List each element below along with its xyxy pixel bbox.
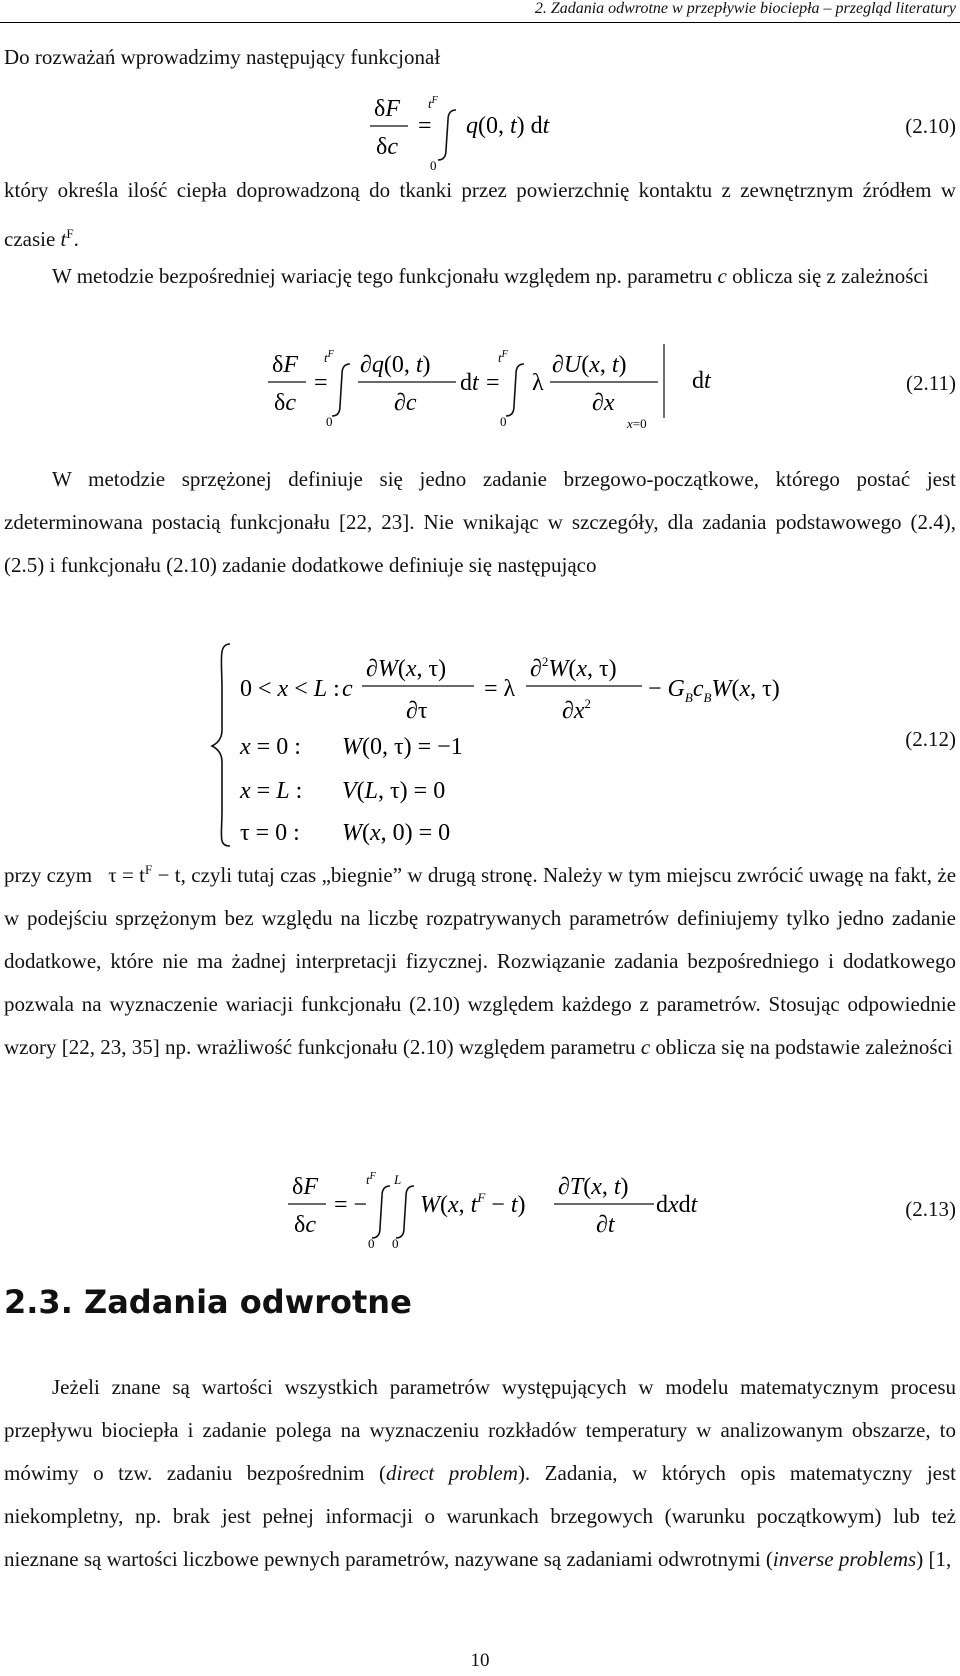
svg-text:0: 0 (368, 1236, 375, 1251)
svg-text:x = 0 :: x = 0 : (240, 734, 301, 760)
svg-text:δc: δc (376, 134, 398, 160)
svg-text:δF: δF (374, 96, 400, 122)
svg-text:∂T(x, t): ∂T(x, t) (558, 1174, 629, 1200)
svg-text:c: c (342, 676, 353, 702)
equation-2-10 (360, 88, 620, 170)
svg-text:0: 0 (430, 158, 437, 170)
svg-text:λ: λ (532, 370, 544, 396)
svg-text:0: 0 (392, 1236, 399, 1251)
paragraph-functional-description: który określa ilość ciepła doprowadzoną do tkanki przez powierzchnię kontaktu z zewnętrznym źródłem w czasie $t^F$. (4, 178, 956, 251)
svg-text:dt: dt (460, 370, 479, 396)
svg-text:∂c: ∂c (394, 390, 417, 416)
equation-2-13 (282, 1160, 702, 1252)
svg-text:L: L (394, 1172, 402, 1187)
section-heading: 2.3. Zadania odwrotne (4, 1283, 412, 1321)
svg-text:tF: $t^F$ (324, 349, 334, 365)
svg-text:=: = (314, 370, 328, 396)
svg-text:∂q(0, t): ∂q(0, t) (360, 352, 431, 378)
svg-text:δc: δc (294, 1212, 316, 1238)
svg-text:x = L :: x = L : (240, 778, 303, 804)
svg-text:0: 0 (500, 414, 507, 429)
svg-text:V(L, τ) = 0: V(L, τ) = 0 (342, 778, 446, 804)
equation-number-2-11: (2.11) (906, 371, 956, 395)
equation-2-12 (210, 640, 790, 850)
equation-number-2-13: (2.13) (905, 1197, 956, 1221)
svg-text:x=0: x=0 (627, 416, 647, 430)
equation-2-11 (262, 338, 682, 430)
tau-definition: $\tau = t^F - t$ (108, 862, 181, 887)
svg-text:δc: δc (274, 390, 296, 416)
svg-text:q(0, t) dt: q(0, t) dt (466, 113, 550, 139)
svg-text:∂x2: $\partial x^2$ (562, 696, 592, 724)
svg-text:∂W(x, τ): ∂W(x, τ) (366, 656, 447, 682)
svg-text:tF: $t^F$ (366, 1171, 376, 1187)
paragraph-adjoint-remarks: przy czym $\tau = t^F - t$, czyli tutaj czas „biegnie” w drugą stronę. Należy w tym miejscu zwrócić uwagę na fakt, że w podejściu sprzężonym bez względu na liczbę rozpatrywanych parametrów definiujemy tylko jedno zadanie dodatkowe, które nie ma żadnej interpretacji fizycznej. Rozwiązanie zadania bezpośredniego i dodatkowego pozwala na wyznaczenie wariacji funkcjonału (2.10) względem każdego z parametrów. Stosując odpowiednie wzory [22, 23, 35] np. wrażliwość funkcjonału (2.10) względem parametru c oblicza się na podstawie zależności (4, 862, 957, 1059)
svg-text:0: 0 (326, 414, 333, 429)
paragraph-adjoint-method: W metodzie sprzężonej definiuje się jedno zadanie brzegowo-początkowe, którego postać jest zdeterminowana postacią funkcjonału [22, 23]. Nie wnikając w szczegóły, dla zadania podstawowego (2.4), (2.5) i funkcjonału (2.10) zadanie dodatkowe definiuje się następująco (4, 467, 956, 577)
equation-number-2-12: (2.12) (905, 727, 956, 751)
svg-text:=: = (418, 113, 432, 139)
svg-text:δF: δF (292, 1174, 318, 1200)
svg-text:= λ: = λ (484, 676, 516, 702)
svg-text:W(x, 0) = 0: W(x, 0) = 0 (342, 820, 451, 846)
page-number: 10 (470, 1650, 490, 1671)
header-rule (0, 22, 960, 23)
svg-text:dxdt: dxdt (656, 1192, 698, 1218)
svg-text:∂t: ∂t (596, 1212, 615, 1238)
svg-text:∂2W(x, τ): ∂$^2$W(x, τ) (530, 654, 617, 682)
svg-text:τ = 0 :: τ = 0 : (240, 820, 300, 846)
svg-text:− GBcBW(x, τ): − $G_Bc_BW(x$, τ) (648, 676, 780, 705)
svg-text:W(0, τ) = −1: W(0, τ) = −1 (342, 734, 463, 760)
svg-text:=: = (486, 370, 500, 396)
svg-text:W(x, tF − t): W(x, $t^F - t$) (420, 1190, 526, 1218)
svg-text:dt: dt (692, 368, 711, 394)
svg-text:0 < x < L :: 0 < x < L : (240, 676, 340, 702)
svg-text:tF: $t^F$ (498, 349, 508, 365)
paragraph-inverse-problems: Jeżeli znane są wartości wszystkich parametrów występujących w modelu matematycznym procesu przepływu biociepła i zadanie polega na wyznaczeniu rozkładów temperatury w analizowanym obszarze, to mówimy o tzw. zadaniu bezpośrednim (direct problem). Zadania, w których opis matematyczny jest niekompletny, np. brak jest pełnej informacji o warunkach brzegowych (warunku początkowym) lub też nieznane są wartości liczbowe pewnych parametrów, nazywane są zadaniami odwrotnymi (inverse problems) [1, (4, 1375, 957, 1571)
svg-text:tF: $t^F$ (428, 95, 438, 111)
equation-number-2-10: (2.10) (905, 114, 956, 138)
svg-text:δF: δF (272, 352, 298, 378)
svg-text:∂τ: ∂τ (406, 698, 428, 724)
running-header: 2. Zadania odwrotne w przepływie biociepła – przegląd literatury (534, 0, 956, 17)
paragraph-direct-method: W metodzie bezpośredniej wariację tego funkcjonału względem np. parametru c oblicza się z zależności (52, 264, 929, 288)
equation-2-11-dt (690, 360, 730, 394)
svg-text:∂x: ∂x (592, 390, 615, 416)
paragraph-intro: Do rozważań wprowadzimy następujący funkcjonał (4, 45, 441, 69)
svg-text:= −: = − (334, 1192, 368, 1218)
svg-text:∂U(x, t): ∂U(x, t) (552, 352, 627, 378)
